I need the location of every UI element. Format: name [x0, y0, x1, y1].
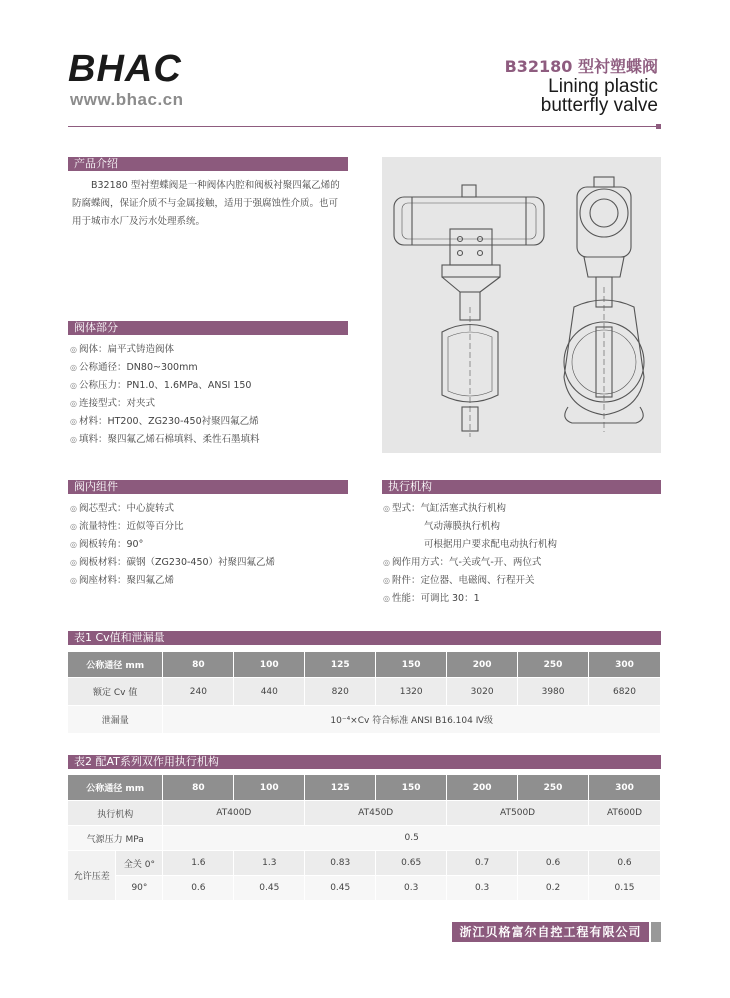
- footer-end-block: [651, 922, 661, 942]
- list-item: ◎ 连接型式：对夹式: [70, 398, 155, 409]
- table-cell: 3020: [447, 678, 518, 706]
- table-cell: 0.3: [447, 876, 518, 901]
- section-header-table2: 表2 配AT系列双作用执行机构: [68, 755, 661, 769]
- bullet-icon: ◎: [383, 594, 390, 603]
- table-cell: 0.5: [163, 826, 661, 851]
- list-item: ◎ 材料：HT200、ZG230-450衬聚四氟乙烯: [70, 416, 259, 427]
- header-cell: 100: [234, 775, 305, 801]
- bullet-icon: ◎: [70, 417, 77, 426]
- list-item-continuation: 气动薄膜执行机构: [424, 521, 501, 532]
- bullet-icon: ◎: [70, 363, 77, 372]
- header-cell: 250: [518, 652, 589, 678]
- row-label: 90°: [116, 876, 163, 901]
- list-item: ◎ 阀作用方式：气-关或气-开、两位式: [383, 557, 542, 568]
- header-divider: [68, 126, 656, 127]
- header-cell: 公称通径 mm: [68, 775, 163, 801]
- header-divider-end-mark: [656, 124, 661, 129]
- table-cell: 10⁻⁴×Cv 符合标准 ANSI B16.104 Ⅳ级: [163, 706, 661, 734]
- section-header-table1: 表1 Cv值和泄漏量: [68, 631, 661, 645]
- list-item: ◎ 阀板转角：90°: [70, 539, 144, 550]
- table-cell: 3980: [518, 678, 589, 706]
- row-label: 泄漏量: [68, 706, 163, 734]
- list-item: ◎ 阀座材料：聚四氟乙烯: [70, 575, 174, 586]
- bullet-icon: ◎: [70, 435, 77, 444]
- table-cell: 0.7: [447, 851, 518, 876]
- bullet-icon: ◎: [383, 576, 390, 585]
- list-item: ◎ 公称通径：DN80~300mm: [70, 362, 198, 373]
- header-cell: 200: [447, 652, 518, 678]
- intro-line: B32180 型衬塑蝶阀是一种阀体内腔和阀板衬聚四氟乙烯的: [91, 180, 340, 191]
- table-header-row: [68, 775, 661, 801]
- header-cell: 公称通径 mm: [68, 652, 163, 678]
- row-label: 气源压力 MPa: [68, 826, 163, 851]
- table-cell: AT450D: [305, 801, 447, 826]
- internals-spec-list: [70, 500, 275, 590]
- table-header-row: [68, 652, 661, 678]
- intro-line: 用于城市水厂及污水处理系统。: [72, 216, 206, 227]
- valve-technical-drawing: [382, 157, 661, 453]
- product-title-cn: B32180 型衬塑蝶阀: [504, 57, 658, 76]
- table-cell: 240: [163, 678, 234, 706]
- table-cell: 0.2: [518, 876, 589, 901]
- bullet-icon: ◎: [70, 399, 77, 408]
- list-item: ◎ 公称压力：PN1.0、1.6MPa、ANSI 150: [70, 380, 252, 391]
- list-item: ◎ 阀体：扁平式铸造阀体: [70, 344, 174, 355]
- table-cell: 1320: [376, 678, 447, 706]
- bullet-icon: ◎: [70, 345, 77, 354]
- table-cell: AT400D: [163, 801, 305, 826]
- actuator-spec-list: [383, 500, 557, 608]
- section-header-intro: 产品介绍: [68, 157, 348, 171]
- list-item: ◎ 阀芯型式：中心旋转式: [70, 503, 174, 514]
- header-cell: 80: [163, 652, 234, 678]
- table-cell: 0.15: [589, 876, 661, 901]
- row-label: 额定 Cv 值: [68, 678, 163, 706]
- product-title-en-line2: butterfly valve: [540, 95, 658, 116]
- list-item: ◎ 附件：定位器、电磁阀、行程开关: [383, 575, 535, 586]
- cv-leakage-table: [68, 652, 661, 734]
- row-label: 全关 0°: [116, 851, 163, 876]
- list-item: ◎ 流量特性：近似等百分比: [70, 521, 184, 532]
- brand-logo: BHAC: [68, 48, 182, 90]
- header-cell: 300: [589, 775, 661, 801]
- bullet-icon: ◎: [70, 522, 77, 531]
- header-cell: 125: [305, 775, 376, 801]
- header-cell: 300: [589, 652, 661, 678]
- intro-text: [72, 177, 357, 231]
- table-cell: 0.45: [305, 876, 376, 901]
- list-item: ◎ 型式：气缸活塞式执行机构: [383, 503, 506, 514]
- row-label: 执行机构: [68, 801, 163, 826]
- table-cell: 0.6: [518, 851, 589, 876]
- table-row: [68, 801, 661, 826]
- table-row: [68, 678, 661, 706]
- table-row: [68, 876, 661, 901]
- table-cell: 0.6: [163, 876, 234, 901]
- table-cell: AT600D: [589, 801, 661, 826]
- header-cell: 125: [305, 652, 376, 678]
- table-cell: 1.6: [163, 851, 234, 876]
- table-row: [68, 706, 661, 734]
- body-spec-list: [70, 341, 260, 449]
- table-row: [68, 826, 661, 851]
- header-cell: 100: [234, 652, 305, 678]
- company-name-footer: 浙江贝格富尔自控工程有限公司: [452, 922, 649, 942]
- table-cell: 0.83: [305, 851, 376, 876]
- list-item: ◎ 性能：可调比 30：1: [383, 593, 480, 604]
- intro-line: 防腐蝶阀，保证介质不与金属接触，适用于强腐蚀性介质。也可: [72, 198, 339, 209]
- table-cell: AT500D: [447, 801, 589, 826]
- bullet-icon: ◎: [383, 504, 390, 513]
- list-item-continuation: 可根据用户要求配电动执行机构: [424, 539, 558, 550]
- section-header-internals: 阀内组件: [68, 480, 348, 494]
- table-row: [68, 851, 661, 876]
- header-cell: 150: [376, 775, 447, 801]
- section-header-body: 阀体部分: [68, 321, 348, 335]
- header-cell: 250: [518, 775, 589, 801]
- table-cell: 0.65: [376, 851, 447, 876]
- bullet-icon: ◎: [383, 558, 390, 567]
- section-header-actuator: 执行机构: [382, 480, 661, 494]
- header-cell: 80: [163, 775, 234, 801]
- row-group-label: 允许压差: [68, 851, 116, 901]
- valve-drawing: [382, 157, 661, 453]
- table-cell: 6820: [589, 678, 661, 706]
- bullet-icon: ◎: [70, 558, 77, 567]
- bullet-icon: ◎: [70, 381, 77, 390]
- actuator-cylinder-left: [394, 197, 544, 245]
- header-cell: 150: [376, 652, 447, 678]
- header-cell: 200: [447, 775, 518, 801]
- table-cell: 0.6: [589, 851, 661, 876]
- bullet-icon: ◎: [70, 540, 77, 549]
- actuator-matching-table: [68, 775, 661, 901]
- table-cell: 0.45: [234, 876, 305, 901]
- table-cell: 0.3: [376, 876, 447, 901]
- website-url[interactable]: www.bhac.cn: [70, 90, 184, 109]
- bullet-icon: ◎: [70, 504, 77, 513]
- table-cell: 820: [305, 678, 376, 706]
- bullet-icon: ◎: [70, 576, 77, 585]
- list-item: ◎ 填料：聚四氟乙烯石棉填料、柔性石墨填料: [70, 434, 260, 445]
- product-title-en-line1: Lining plastic: [548, 76, 658, 97]
- table-cell: 440: [234, 678, 305, 706]
- table-cell: 1.3: [234, 851, 305, 876]
- list-item: ◎ 阀板材料：碳钢（ZG230-450）衬聚四氟乙烯: [70, 557, 276, 568]
